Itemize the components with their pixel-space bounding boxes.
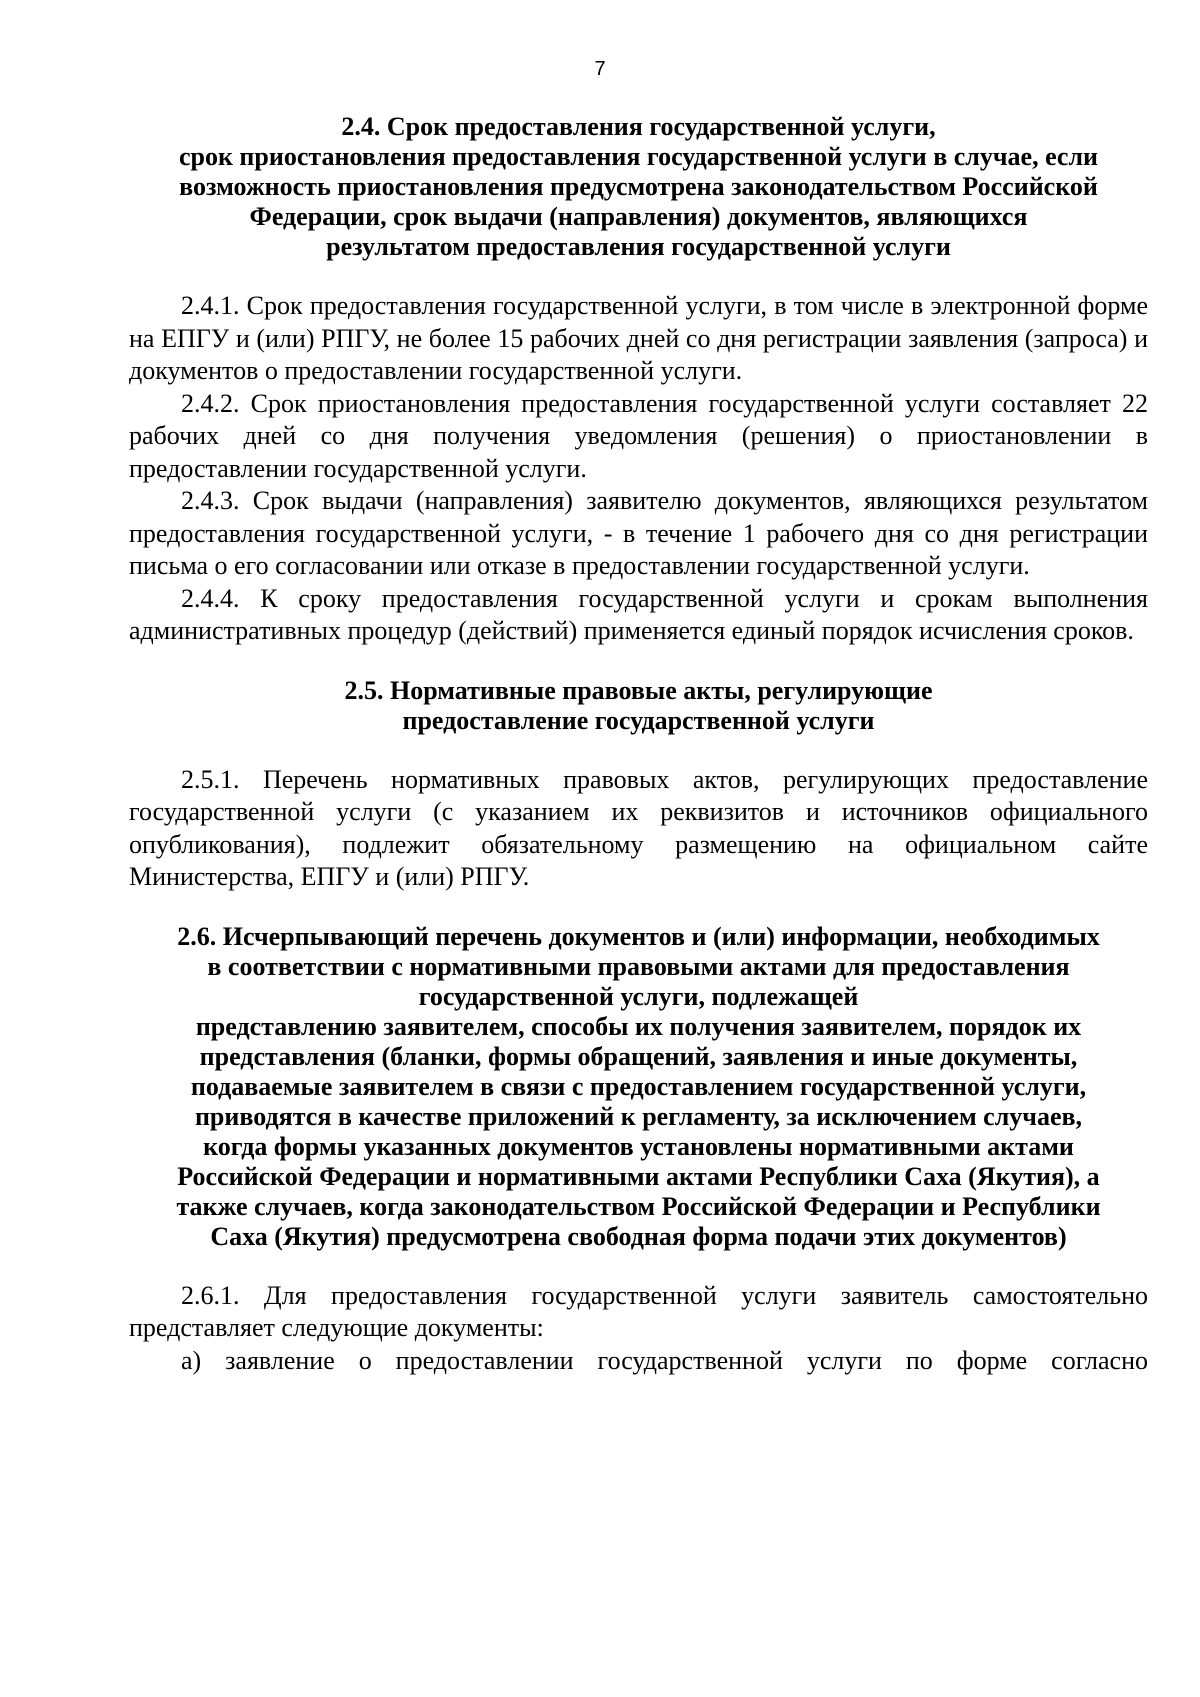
heading-line: представлению заявителем, способы их получения заявителем, порядок их — [195, 1011, 1082, 1041]
spacer — [129, 262, 1148, 290]
spacer — [129, 648, 1148, 676]
heading-line: срок приостановления предоставления государственной услуги в случае, если — [178, 142, 1099, 171]
heading-line: предоставление государственной услуги — [402, 705, 875, 735]
heading-line: результатом предоставления государственной услуги — [326, 232, 951, 261]
heading-line: Федерации, срок выдачи (направления) документов, являющихся — [249, 202, 1028, 231]
spacer — [129, 736, 1148, 764]
heading-line: в соответствии с нормативными правовыми актами для предоставления — [207, 951, 1070, 981]
heading-line: 2.4. Срок предоставления государственной услуги, — [341, 112, 936, 141]
paragraph-2-4-2: 2.4.2. Срок приостановления предоставления государственной услуги составляет 22 рабочих дней со дня получения уведомления (решения) о приостановлении в предоставлении государственной услуги. — [129, 388, 1148, 483]
spacer — [129, 1252, 1148, 1280]
heading-line: приводятся в качестве приложений к регламенту, за исключением случаев, — [194, 1101, 1083, 1131]
heading-line: 2.5. Нормативные правовые акты, регулирующие — [344, 675, 933, 705]
heading-line: когда формы указанных документов установлены нормативными актами — [203, 1131, 1074, 1161]
heading-line: также случаев, когда законодательством Российской Федерации и Республики — [176, 1191, 1101, 1221]
paragraph-2-4-3: 2.4.3. Срок выдачи (направления) заявителю документов, являющихся результатом предоставления государственной услуги, - в течение 1 рабочего дня со дня регистрации письма о его согласовании или отказе в предоставлении государственной услуги. — [129, 486, 1148, 580]
heading-line: представления (бланки, формы обращений, заявления и иные документы, — [199, 1041, 1078, 1071]
paragraph-2-5-1: 2.5.1. Перечень нормативных правовых актов, регулирующих предоставление государственной услуги (с указанием их реквизитов и источников официального опубликования), подлежит обязательному размещению на официальном сайте Министерства, ЕПГУ и (или) РПГУ. — [129, 764, 1148, 891]
heading-line: подаваемые заявителем в связи с предоставлением государственной услуги, — [190, 1071, 1087, 1101]
heading-line: Российской Федерации и нормативными актами Республики Саха (Якутия), а — [177, 1161, 1100, 1191]
section-heading-2-5 — [129, 676, 1148, 736]
paragraph-2-4-4: 2.4.4. К сроку предоставления государственной услуги и срокам выполнения административных процедур (действий) применяется единый порядок исчисления сроков. — [129, 583, 1148, 645]
section-heading-2-4 — [129, 112, 1148, 262]
paragraph-2-4-1: 2.4.1. Срок предоставления государственной услуги, в том числе в электронной форме на ЕПГУ и (или) РПГУ, не более 15 рабочих дней со дня регистрации заявления (запроса) и документов о предоставлении государственной услуги. — [129, 291, 1148, 385]
paragraph-2-6-1: 2.6.1. Для предоставления государственной услуги заявитель самостоятельно представляет следующие документы: — [129, 1280, 1148, 1342]
page-number: 7 — [594, 58, 606, 80]
heading-line: государственной услуги, подлежащей — [418, 981, 859, 1011]
spacer — [129, 894, 1148, 922]
heading-line: Саха (Якутия) предусмотрена свободная форма подачи этих документов) — [210, 1221, 1067, 1251]
section-heading-2-6 — [129, 922, 1148, 1252]
paragraph-2-6-1-a: а) заявление о предоставлении государственной услуги по форме согласно — [181, 1345, 1148, 1375]
document-body — [129, 112, 1148, 1377]
heading-line: 2.6. Исчерпывающий перечень документов и (или) информации, необходимых — [177, 921, 1100, 951]
heading-line: возможность приостановления предусмотрена законодательством Российской — [179, 172, 1098, 201]
